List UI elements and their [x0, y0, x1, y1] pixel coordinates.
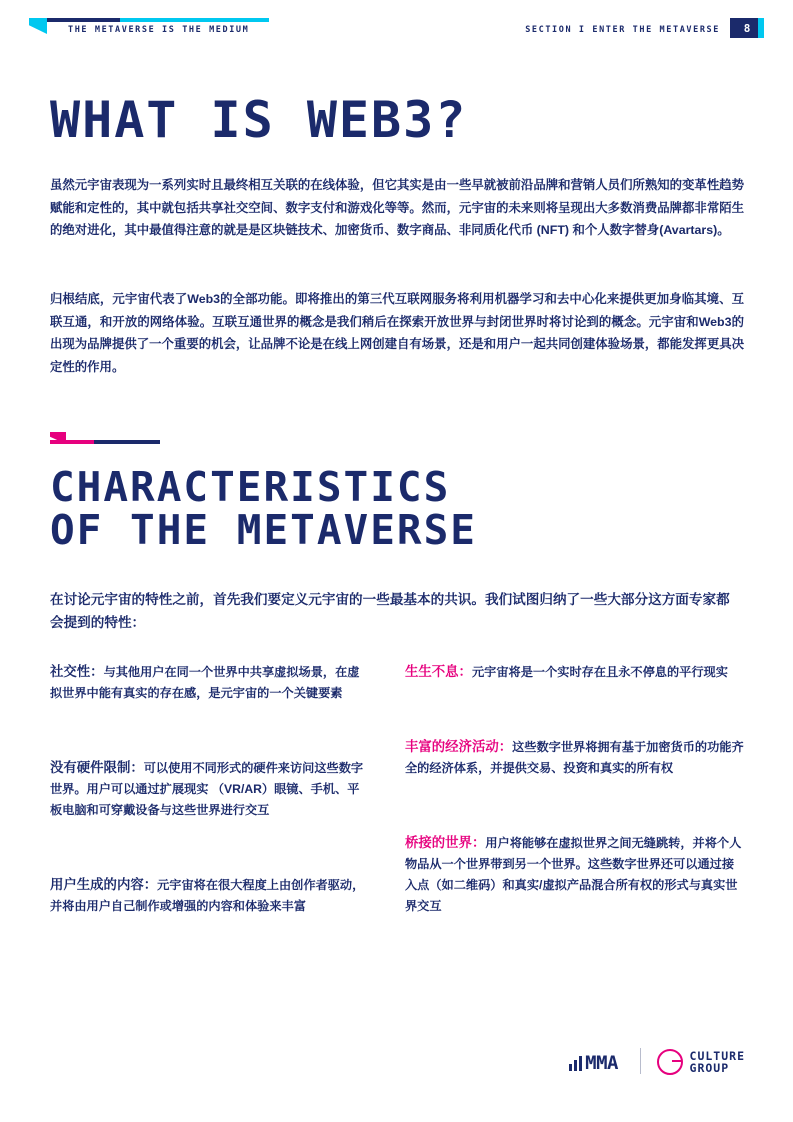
- page-header: [0, 0, 793, 46]
- web3-paragraph-1: 虽然元宇宙表现为一系列实时且最终相互关联的在线体验，但它其实是由一些早就被前沿品牌和营销人员们所熟知的变革性趋势赋能和定性的，其中就包括共享社交空间、数字支付和游戏化等等。然而，元宇宙的未来则将呈现出大多数消费品牌都非常陌生的绝对进化，其中最值得注意的就是是区块链技术、加密货币、数字商品、非同质化代币 (NFT) 和个人数字替身(Avartars)。: [50, 178, 744, 238]
- page-number-badge: 8: [730, 18, 764, 38]
- culture-group-label-line-2: GROUP: [689, 1061, 730, 1075]
- feature-text: 用户将能够在虚拟世界之间无缝跳转，并将个人物品从一个世界带到另一个世界。这些数字世界还可以通过接入点（如二维码）和真实/虚拟产品混合所有权的形式与真实世界交互: [405, 836, 742, 914]
- feature-spacer: [50, 849, 370, 873]
- section-divider-rule: [50, 440, 160, 444]
- feature-lead: 桥接的世界：: [405, 835, 486, 851]
- feature-text: 元宇宙将是一个实时存在且永不停息的平行现实: [471, 665, 728, 679]
- section-title-line-2: OF THE METAVERSE: [50, 506, 477, 555]
- feature-column-right: [405, 660, 744, 945]
- page-footer: [0, 1048, 793, 1088]
- feature-item-no-hardware-limit: [50, 756, 370, 821]
- characteristics-feature-list: [50, 660, 744, 980]
- culture-group-label-line-1: CULTURE: [689, 1048, 745, 1063]
- feature-lead: 丰富的经济活动：: [405, 739, 513, 755]
- culture-group-logo: [657, 1049, 745, 1075]
- feature-spacer: [405, 807, 744, 831]
- header-left-accent-icon: [29, 18, 47, 34]
- section-title-characteristics: [50, 463, 477, 555]
- header-left-rule: [29, 18, 269, 22]
- web3-paragraph-2: 归根结底，元宇宙代表了Web3的全部功能。即将推出的第三代互联网服务将利用机器学习和去中心化来提供更加身临其境、互联互通，和开放的网络体验。互联互通世界的概念是我们稍后在探索开放世界与封闭世界时将讨论到的概念。元宇宙和Web3的出现为品牌提供了一个重要的机会，让品牌不论是在线上网创建自有场景，还是和用户一起共同创建体验场景，都能发挥更具决定性的作用。: [50, 292, 744, 374]
- feature-lead: 生生不息：: [405, 664, 472, 679]
- page-title-web3: WHAT IS WEB3?: [50, 91, 468, 149]
- feature-text: 可以使用不同形式的硬件来访问这些数字世界。用户可以通过扩展现实 （VR/AR）眼镜、手机、平板电脑和可穿戴设备与这些世界进行交互: [50, 761, 364, 818]
- mma-logo: [569, 1052, 618, 1074]
- feature-item-economy: [405, 735, 744, 779]
- footer-divider: [640, 1048, 641, 1074]
- section-title-line-1: CHARACTERISTICS: [50, 463, 451, 511]
- feature-lead: 社交性：: [50, 664, 104, 679]
- feature-item-bridged-worlds: [405, 831, 744, 917]
- header-left-label: THE METAVERSE IS THE MEDIUM: [68, 25, 250, 35]
- header-right-accent-icon: [758, 18, 764, 38]
- mma-logo-label: MMA: [585, 1052, 618, 1074]
- header-right-label: SECTION I ENTER THE METAVERSE: [525, 25, 720, 35]
- culture-group-mark-icon: [657, 1049, 683, 1075]
- feature-item-ugc: [50, 873, 370, 917]
- feature-column-left: [50, 660, 370, 945]
- feature-text: 元宇宙将在很大程度上由创作者驱动，并将由用户自己制作或增强的内容和体验来丰富: [50, 878, 365, 914]
- characteristics-intro: 在讨论元宇宙的特性之前，首先我们要定义元宇宙的一些最基本的共识。我们试图归纳了一些大部分这方面专家都会提到的特性：: [50, 592, 730, 631]
- feature-text: 这些数字世界将拥有基于加密货币的功能齐全的经济体系，并提供交易、投资和真实的所有权: [405, 740, 744, 776]
- culture-group-label: [690, 1050, 745, 1075]
- feature-spacer: [405, 711, 744, 735]
- feature-text: 与其他用户在同一个世界中共享虚拟场景，在虚拟世界中能有真实的存在感，是元宇宙的一个关键要素: [50, 665, 360, 701]
- mma-bars-icon: [569, 1056, 582, 1071]
- feature-spacer: [50, 732, 370, 756]
- feature-item-social: [50, 660, 370, 704]
- feature-item-persistent: [405, 660, 744, 683]
- feature-lead: 用户生成的内容：: [50, 877, 158, 893]
- feature-lead: 没有硬件限制：: [50, 760, 144, 776]
